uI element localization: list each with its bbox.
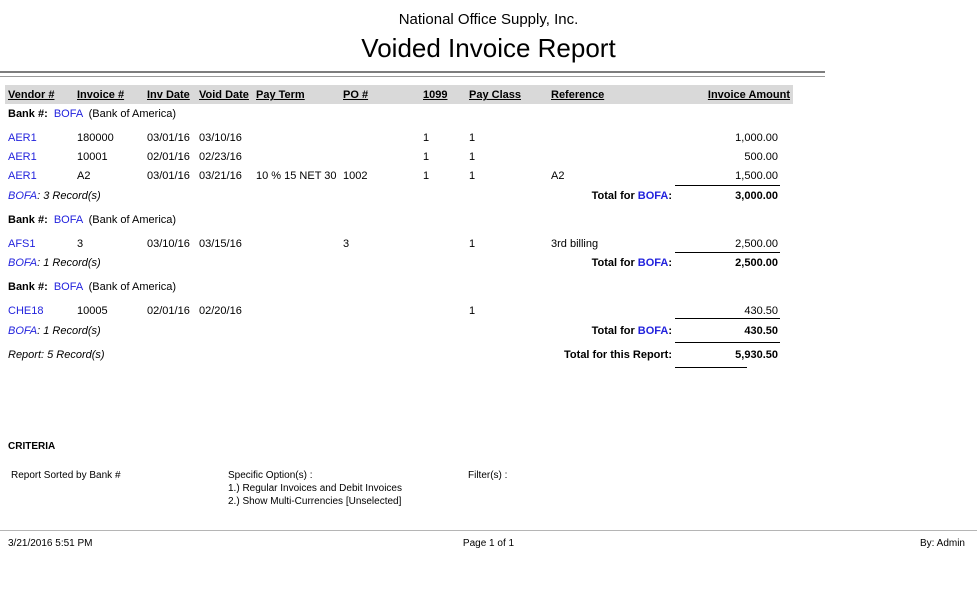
cell-pay-class: 1 [469, 238, 476, 250]
footer-datetime: 3/21/2016 5:51 PM [8, 538, 93, 549]
group-total-amount: 430.50 [744, 325, 778, 337]
cell-po: 1002 [343, 170, 368, 182]
cell-reference: A2 [551, 170, 565, 182]
cell-inv-date: 03/01/16 [147, 132, 190, 144]
vendor-link[interactable]: AFS1 [8, 238, 36, 250]
total-colon: : [668, 257, 672, 269]
bank-group-header [0, 280, 977, 295]
column-header-void-date: Void Date [199, 89, 249, 101]
bank-group-header [0, 107, 977, 122]
report-total-amount: 5,930.50 [735, 349, 778, 361]
cell-void-date: 03/21/16 [199, 170, 242, 182]
total-rule [675, 185, 780, 186]
cell-pay-class: 1 [469, 132, 476, 144]
cell-pay-term: 10 % 15 NET 30 [256, 170, 337, 182]
footer-rule [0, 530, 977, 531]
total-bank-code[interactable]: BOFA [637, 325, 669, 337]
criteria-options-heading: Specific Option(s) : [228, 470, 313, 481]
column-header-pay-class: Pay Class [469, 89, 521, 101]
criteria-option-1: 1.) Regular Invoices and Debit Invoices [228, 483, 402, 494]
header-rule-bottom [0, 76, 825, 77]
records-bank-code[interactable]: BOFA [8, 257, 38, 269]
cell-1099: 1 [423, 151, 430, 163]
total-rule [675, 318, 780, 319]
footer-user: By: Admin [919, 538, 965, 549]
cell-invoice: 10001 [77, 151, 108, 163]
group-summary-row [0, 189, 977, 204]
company-name: National Office Supply, Inc. [398, 11, 579, 28]
cell-void-date: 03/10/16 [199, 132, 242, 144]
bank-code-link[interactable]: BOFA [53, 214, 83, 226]
bank-group-header [0, 213, 977, 228]
cell-1099: 1 [423, 170, 430, 182]
bank-name: (Bank of America) [88, 214, 177, 226]
cell-pay-class: 1 [469, 305, 476, 317]
cell-inv-date: 03/01/16 [147, 170, 190, 182]
report-total-label: Total for this Report: [564, 349, 672, 361]
total-bank-code[interactable]: BOFA [637, 257, 669, 269]
vendor-link[interactable]: CHE18 [8, 305, 44, 317]
group-total-amount: 2,500.00 [735, 257, 778, 269]
report-records-count: Report: 5 Record(s) [8, 349, 105, 361]
criteria-sorted-by: Report Sorted by Bank # [11, 470, 121, 481]
vendor-link[interactable]: AER1 [8, 151, 37, 163]
total-colon: : [668, 190, 672, 202]
group-summary-row [0, 324, 977, 339]
cell-inv-date: 03/10/16 [147, 238, 190, 250]
cell-invoice: 180000 [77, 132, 114, 144]
cell-1099: 1 [423, 132, 430, 144]
bank-label: Bank #: [8, 281, 48, 293]
cell-void-date: 03/15/16 [199, 238, 242, 250]
column-header-reference: Reference [551, 89, 605, 101]
vendor-link[interactable]: AER1 [8, 170, 37, 182]
cell-invoice: 3 [77, 238, 84, 250]
group-total-amount: 3,000.00 [735, 190, 778, 202]
cell-amount: 1,500.00 [735, 170, 778, 182]
bank-label: Bank #: [8, 108, 48, 120]
total-for-label: Total for [591, 257, 635, 269]
page-title: Voided Invoice Report [361, 33, 616, 63]
column-header-1099: 1099 [423, 89, 448, 101]
report-summary-row [0, 348, 977, 363]
cell-void-date: 02/20/16 [199, 305, 242, 317]
cell-pay-class: 1 [469, 151, 476, 163]
column-header-invoice: Invoice # [77, 89, 125, 101]
cell-amount: 1,000.00 [735, 132, 778, 144]
footer-page-number: Page 1 of 1 [462, 538, 515, 549]
cell-void-date: 02/23/16 [199, 151, 242, 163]
column-header-inv-date: Inv Date [147, 89, 190, 101]
report-total-rule [675, 342, 780, 343]
cell-po: 3 [343, 238, 350, 250]
cell-reference: 3rd billing [551, 238, 599, 250]
group-summary-row [0, 256, 977, 271]
invoice-row [0, 169, 977, 184]
cell-pay-class: 1 [469, 170, 476, 182]
invoice-row [0, 304, 977, 319]
cell-amount: 500.00 [744, 151, 778, 163]
records-bank-code[interactable]: BOFA [8, 325, 38, 337]
cell-invoice: 10005 [77, 305, 108, 317]
cell-inv-date: 02/01/16 [147, 305, 190, 317]
header-rule-top [0, 71, 825, 73]
total-for-label: Total for [591, 325, 635, 337]
criteria-filters-heading: Filter(s) : [468, 470, 508, 481]
invoice-row [0, 237, 977, 252]
column-header-vendor: Vendor # [8, 89, 55, 101]
total-bank-code[interactable]: BOFA [637, 190, 669, 202]
bank-label: Bank #: [8, 214, 48, 226]
cell-amount: 2,500.00 [735, 238, 778, 250]
column-header-amount: Invoice Amount [707, 89, 790, 101]
bank-code-link[interactable]: BOFA [53, 281, 83, 293]
vendor-link[interactable]: AER1 [8, 132, 37, 144]
bank-name: (Bank of America) [88, 281, 177, 293]
report-closing-rule [675, 367, 747, 368]
column-header-row [0, 88, 977, 103]
records-bank-code[interactable]: BOFA [8, 190, 38, 202]
total-rule [675, 252, 780, 253]
bank-name: (Bank of America) [88, 108, 177, 120]
cell-amount: 430.50 [744, 305, 778, 317]
cell-invoice: A2 [77, 170, 91, 182]
invoice-row [0, 131, 977, 146]
records-count: : 1 Record(s) [37, 257, 101, 269]
records-count: : 1 Record(s) [37, 325, 101, 337]
records-count: : 3 Record(s) [37, 190, 101, 202]
cell-inv-date: 02/01/16 [147, 151, 190, 163]
criteria-option-2: 2.) Show Multi-Currencies [Unselected] [228, 496, 402, 507]
column-header-pay-term: Pay Term [256, 89, 305, 101]
bank-code-link[interactable]: BOFA [53, 108, 83, 120]
criteria-heading: CRITERIA [8, 441, 56, 452]
column-header-po: PO # [343, 89, 369, 101]
total-for-label: Total for [591, 190, 635, 202]
total-colon: : [668, 325, 672, 337]
invoice-row [0, 150, 977, 165]
